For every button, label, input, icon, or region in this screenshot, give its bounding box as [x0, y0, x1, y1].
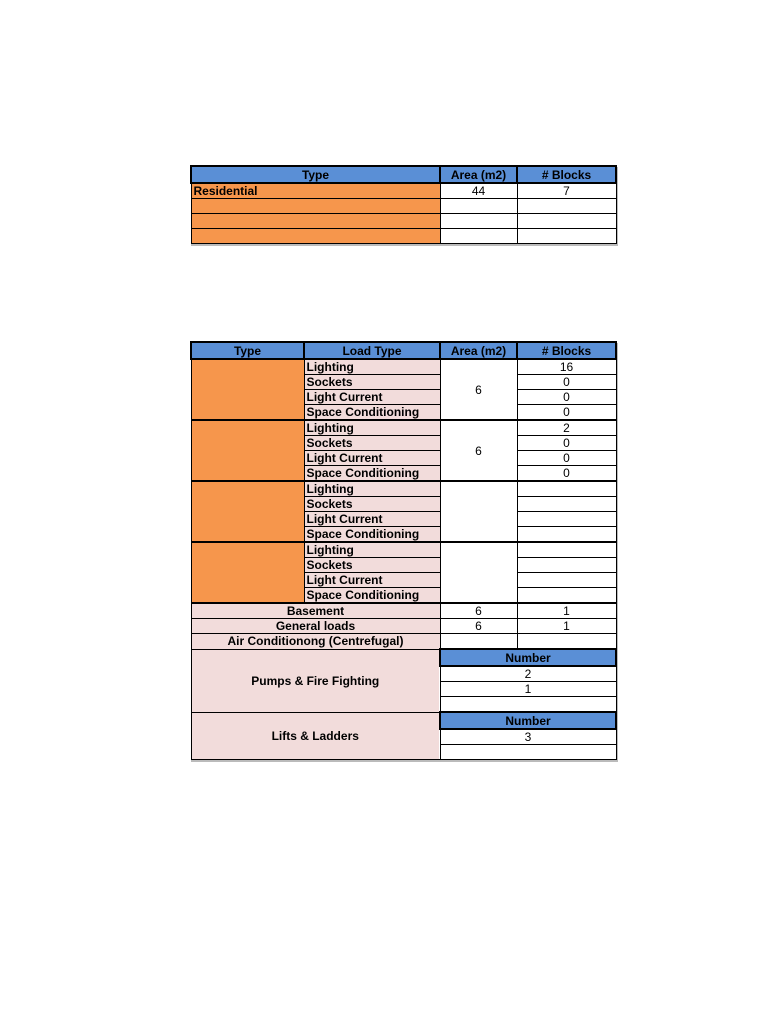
load-type-cell: Space Conditioning	[304, 588, 440, 604]
table-row	[191, 542, 616, 558]
general-loads-area[interactable]: 6	[440, 619, 517, 634]
blocks-cell[interactable]	[517, 497, 616, 512]
load-type-cell: Light Current	[304, 512, 440, 527]
type-cell[interactable]: Residential	[191, 183, 440, 199]
table-row	[191, 619, 616, 634]
load-type-cell: Light Current	[304, 390, 440, 405]
blocks-cell[interactable]: 0	[517, 451, 616, 466]
blocks-cell[interactable]	[517, 542, 616, 558]
blocks-cell[interactable]: 0	[517, 436, 616, 451]
load-type-cell: Light Current	[304, 451, 440, 466]
general-loads-blocks[interactable]: 1	[517, 619, 616, 634]
pumps-label: Pumps & Fire Fighting	[191, 649, 440, 712]
table-row	[191, 420, 616, 436]
col-header-type: Type	[191, 166, 440, 183]
blocks-cell[interactable]: 0	[517, 466, 616, 482]
col-header-area: Area (m2)	[440, 166, 517, 183]
load-type-cell: Sockets	[304, 436, 440, 451]
lifts-number-cell[interactable]	[440, 745, 616, 760]
table-row	[191, 359, 616, 375]
blocks-cell[interactable]	[517, 199, 616, 214]
blocks-cell[interactable]: 0	[517, 375, 616, 390]
load-type-cell: Space Conditioning	[304, 466, 440, 482]
table-row	[191, 634, 616, 650]
group-area-cell[interactable]: 6	[440, 359, 517, 420]
load-type-cell: Lighting	[304, 481, 440, 497]
group-area-cell[interactable]	[440, 481, 517, 542]
blocks-cell[interactable]	[517, 481, 616, 497]
type-cell[interactable]	[191, 214, 440, 229]
blocks-cell[interactable]	[517, 229, 616, 244]
load-type-cell: Space Conditioning	[304, 527, 440, 543]
air-conditioning-label: Air Conditionong (Centrefugal)	[191, 634, 440, 650]
group-type-cell[interactable]	[191, 481, 304, 542]
load-type-cell: Space Conditioning	[304, 405, 440, 421]
pumps-number-cell[interactable]: 2	[440, 666, 616, 682]
table-row	[191, 199, 616, 214]
col-header-blocks: # Blocks	[517, 342, 616, 359]
blocks-cell[interactable]	[517, 527, 616, 543]
basement-blocks[interactable]: 1	[517, 603, 616, 619]
summary-header-row	[191, 166, 616, 183]
load-type-cell: Sockets	[304, 375, 440, 390]
group-area-cell[interactable]: 6	[440, 420, 517, 481]
blocks-cell[interactable]: 0	[517, 390, 616, 405]
type-cell[interactable]	[191, 229, 440, 244]
blocks-cell[interactable]	[517, 558, 616, 573]
load-type-cell: Lighting	[304, 542, 440, 558]
col-header-area: Area (m2)	[440, 342, 517, 359]
blocks-cell[interactable]: 7	[517, 183, 616, 199]
detail-header-row	[191, 342, 616, 359]
col-header-type: Type	[191, 342, 304, 359]
group-type-cell[interactable]	[191, 420, 304, 481]
load-type-cell: Lighting	[304, 359, 440, 375]
basement-label: Basement	[191, 603, 440, 619]
table-row	[191, 603, 616, 619]
group-type-cell[interactable]	[191, 359, 304, 420]
load-type-cell: Sockets	[304, 497, 440, 512]
pumps-number-cell[interactable]: 1	[440, 682, 616, 697]
table-row	[191, 712, 616, 729]
col-header-blocks: # Blocks	[517, 166, 616, 183]
blocks-cell[interactable]: 16	[517, 359, 616, 375]
load-type-cell: Lighting	[304, 420, 440, 436]
area-cell[interactable]	[440, 214, 517, 229]
group-type-cell[interactable]	[191, 542, 304, 603]
blocks-cell[interactable]: 0	[517, 405, 616, 421]
area-cell[interactable]	[440, 199, 517, 214]
blocks-cell[interactable]	[517, 512, 616, 527]
type-cell[interactable]	[191, 199, 440, 214]
pumps-number-cell[interactable]	[440, 697, 616, 713]
blocks-cell[interactable]	[517, 214, 616, 229]
pumps-number-header: Number	[440, 649, 616, 666]
table-row	[191, 229, 616, 244]
basement-area[interactable]: 6	[440, 603, 517, 619]
lifts-label: Lifts & Ladders	[191, 712, 440, 760]
table-row	[191, 183, 616, 199]
blocks-cell[interactable]: 2	[517, 420, 616, 436]
load-type-cell: Sockets	[304, 558, 440, 573]
lifts-number-header: Number	[440, 712, 616, 729]
blocks-cell[interactable]	[517, 573, 616, 588]
load-type-cell: Light Current	[304, 573, 440, 588]
group-area-cell[interactable]	[440, 542, 517, 603]
table-row	[191, 481, 616, 497]
detail-table	[190, 341, 617, 760]
table-row	[191, 649, 616, 666]
air-conditioning-area[interactable]	[440, 634, 517, 650]
table-row	[191, 214, 616, 229]
area-cell[interactable]	[440, 229, 517, 244]
lifts-number-cell[interactable]: 3	[440, 729, 616, 745]
col-header-load-type: Load Type	[304, 342, 440, 359]
blocks-cell[interactable]	[517, 588, 616, 604]
summary-table	[190, 165, 617, 244]
general-loads-label: General loads	[191, 619, 440, 634]
air-conditioning-blocks[interactable]	[517, 634, 616, 650]
area-cell[interactable]: 44	[440, 183, 517, 199]
